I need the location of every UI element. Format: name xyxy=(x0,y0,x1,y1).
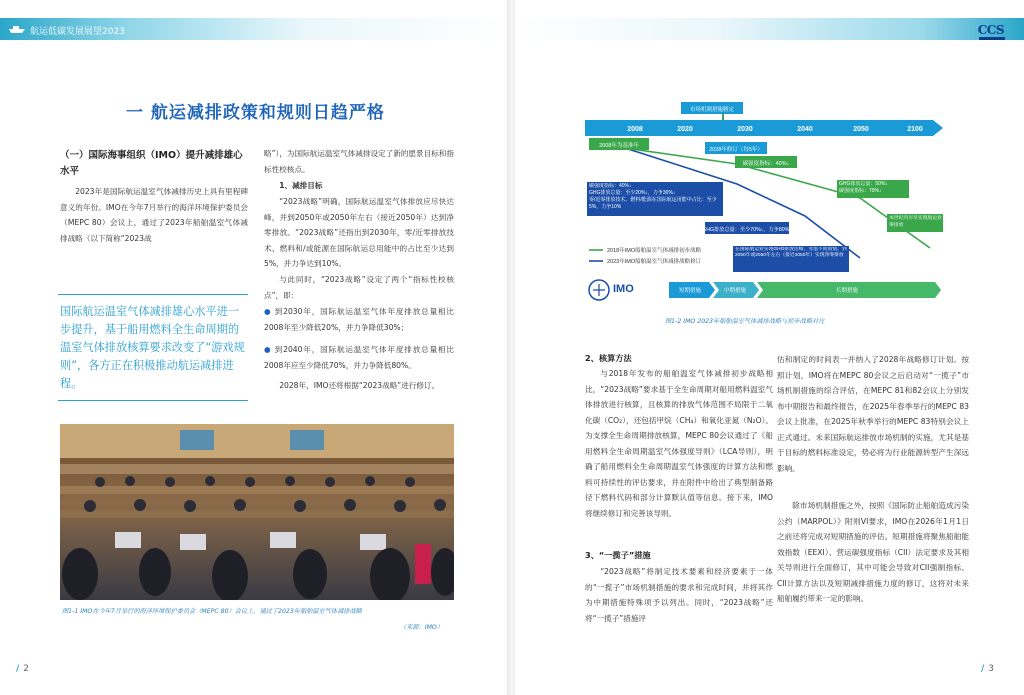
box-2023-targets-text: 碳强度指标：40%↓ GHG排放总量：至少20%↓，力争30%↓ 零/近零排放技术、燃料/能源在国际航运用能中占比：至少5%，力争10% xyxy=(589,183,717,210)
box-revise-text: 2028年修订（每5年） xyxy=(709,147,763,153)
right-page xyxy=(515,0,1024,695)
bullet-icon: ● xyxy=(264,345,275,354)
box-2050-text: 本世纪内尽早实现航运业零排放 xyxy=(889,216,942,228)
box-ghg-70-text: GHG排放总量：至少70%↓，力争80%↓ xyxy=(702,227,792,233)
box-intensity-40-text: 碳强度指标：40%↓ xyxy=(742,161,790,167)
bullet-text: 到2030年，国际航运温室气体年度排放总量相比2008年至少降低20%，并力争降低30%； xyxy=(264,307,454,332)
photo-source: （来源：IMO） xyxy=(400,624,443,631)
year-label: 2100 xyxy=(907,126,923,133)
year-label: 2040 xyxy=(797,126,813,133)
col2-paragraph-2: 除市场机制措施之外，按照《国际防止船舶造成污染公约（MARPOL）》附则VI要求，IMO在2026年1月1日之前还将完成对短期措施的评估。短期措施将聚焦船舶能效指数（EEXI）、营运碳强度指标（CII）法定要求及其相关导则进行全面修订，其中可能会导致对CII强制指标、CII计算方法以及短期减排措施力度的修订，这将对未来船舶履约带来一定的影响。 xyxy=(777,501,969,603)
col2-paragraph-2: “2023战略”明确，国际航运温室气体排放应尽快达峰，并到2050年或2050年左右（接近2050年）达到净零排放。“2023战略”还指出到2030年，零/近零排放技术、燃料和/或能源在国际航运总用能中的占比至少达到5%，并力争达到10%。 xyxy=(264,197,454,268)
col2-paragraph-3: 与此同时，“2023战略”设定了两个“指标性校核点”，即： xyxy=(264,275,454,300)
box-baseline-text: 2008年为基准年 xyxy=(599,143,639,149)
col1-paragraph-2: “2023战略”将制定技术要素和经济要素于一体的“一揽子”市场机制措施的要求和完成时间，并将其作为中期措施特殊项予以列出。同时，“2023战略”还将“一揽子”措施评 xyxy=(585,567,773,623)
pullquote-rule-bottom xyxy=(58,400,248,401)
col1-heading-3: 3、“一揽子”措施 xyxy=(585,550,651,560)
strategy-figure xyxy=(585,98,945,312)
year-label: 2008 xyxy=(627,126,643,133)
ship-icon xyxy=(8,25,26,33)
box-2050-fo xyxy=(889,215,943,232)
photo-caption: 图1-1 IMO在今年7月举行的海洋环境保护委员会（MEPC 80）会议上，通过了2023年船舶温室气体减排战略 xyxy=(62,608,362,615)
col2-heading-1: 1、减排目标 xyxy=(279,181,323,190)
header-title: 航运低碳发展展望2023 xyxy=(30,27,125,37)
page-number-text: 2 xyxy=(23,664,30,674)
legend-2018: 2018年IMO船舶温室气体减排初步战略 xyxy=(607,248,702,254)
bullet-item-2040 xyxy=(264,342,454,373)
conference-photo xyxy=(60,424,454,600)
box-ghg-50-fo xyxy=(839,181,909,198)
page-number-text: 3 xyxy=(988,664,995,674)
imo-logo-text: IMO xyxy=(613,283,634,295)
callout-market-text: 市场机制措施制定 xyxy=(689,107,735,113)
bullet-item-2030 xyxy=(264,304,454,335)
page-number xyxy=(16,664,29,674)
bullet-icon: ● xyxy=(264,307,275,316)
box-ghg-50-text: GHG排放总量：50%↓ 碳强度指标：70%↓ xyxy=(839,181,888,194)
bar-long-text: 长期措施 xyxy=(835,288,859,294)
col2-paragraph-1: 估和制定的时间表一并纳入了2028年战略修订计划。按照计划，IMO将在MEPC 80会议之后启动对“一揽子”市场机制措施的综合评估，在MEPC 81和82会议上分别发布中期报告和最终报告，在2025年春季举行的MEPC 83会议上批准，在2025年秋季举行的MEPC 83特别会议上正式通过。未来国际航运排放市场机制的实施，尤其是基于目标的燃料标准设定，势必将为行业能源转型产生深远影响。 xyxy=(777,355,969,473)
year-label: 2020 xyxy=(677,126,693,133)
year-label: 2030 xyxy=(737,126,753,133)
intro-paragraph: 2023年是国际航运温室气体减排历史上具有里程碑意义的年份。IMO在今年7月举行的海洋环境保护委员会（MEPC 80）会议上，通过了2023年船舶温室气体减排战略（以下简称“2023战 xyxy=(60,187,248,243)
page-slash-icon: / xyxy=(981,664,985,674)
box-net-zero-fo xyxy=(735,247,847,272)
bar-short-text: 短期措施 xyxy=(678,288,702,294)
section-title: 一 航运减排政策和规则日趋严格 xyxy=(126,103,385,123)
year-label: 2050 xyxy=(853,126,869,133)
ccs-logo: CCS xyxy=(977,23,1004,37)
figure-caption: 图1-2 IMO 2023年船舶温室气体减排战略与初步战略对比 xyxy=(665,318,825,325)
ccs-logo-underline xyxy=(979,37,1005,40)
col2-paragraph-4: 2028年，IMO还将根据“2023战略”进行修订。 xyxy=(279,381,440,390)
col1-heading-2: 2、核算方法 xyxy=(585,353,632,363)
box-2023-targets-fo xyxy=(589,183,721,216)
bullet-text: 到2040年，国际航运温室气体年度排放总量相比2008年应至少降低70%，并力争降低80%。 xyxy=(264,345,454,370)
legend-2023: 2023年IMO船舶温室气体减排战略修订 xyxy=(607,259,702,265)
left-page xyxy=(0,0,509,695)
page-number xyxy=(981,664,994,674)
pullquote: 国际航运温室气体减排雄心水平进一步提升，基于船用燃料全生命周期的温室气体排放核算要求改变了“游戏规则”，各方正在积极推动航运减排进程。 xyxy=(60,305,245,390)
bar-mid-text: 中期措施 xyxy=(723,288,747,294)
page-slash-icon: / xyxy=(16,664,20,674)
col2-paragraph-1: 略”），为国际航运温室气体减排设定了新的愿景目标和指标性校核点。 xyxy=(264,149,454,174)
col1-paragraph-1: 与2018年发布的船舶温室气体减排初步战略相比，“2023战略”要求基于全生命周期对船用燃料温室气体排放进行核算，且核算的排放气体范围不局限于二氧化碳（CO₂），还包括甲烷（CH₄）和氧化亚氮（N₂O）。为支撑全生命周期排放核算，MEPC 80会议通过了《船用燃料全生命周期温室气体强度导则》（LCA导则），明确了船用燃料全生命周期温室气体强度的计算方法和燃料可持续性的评估要求，并在附件中给出了典型制备路径下燃料代码和部分计算默认值等信息。接下来，IMO将继续修订和完善该导则。 xyxy=(585,369,773,518)
pullquote-rule-top xyxy=(58,294,248,295)
subheading: （一）国际海事组织（IMO）提升减排雄心水平 xyxy=(60,150,243,177)
header-band xyxy=(515,18,1024,40)
box-net-zero-text: 在国际航运业实现GHG排放达峰，考虑不同国情，到2050年或2050年左右（接近2050年）实现净零排放 xyxy=(735,247,847,259)
